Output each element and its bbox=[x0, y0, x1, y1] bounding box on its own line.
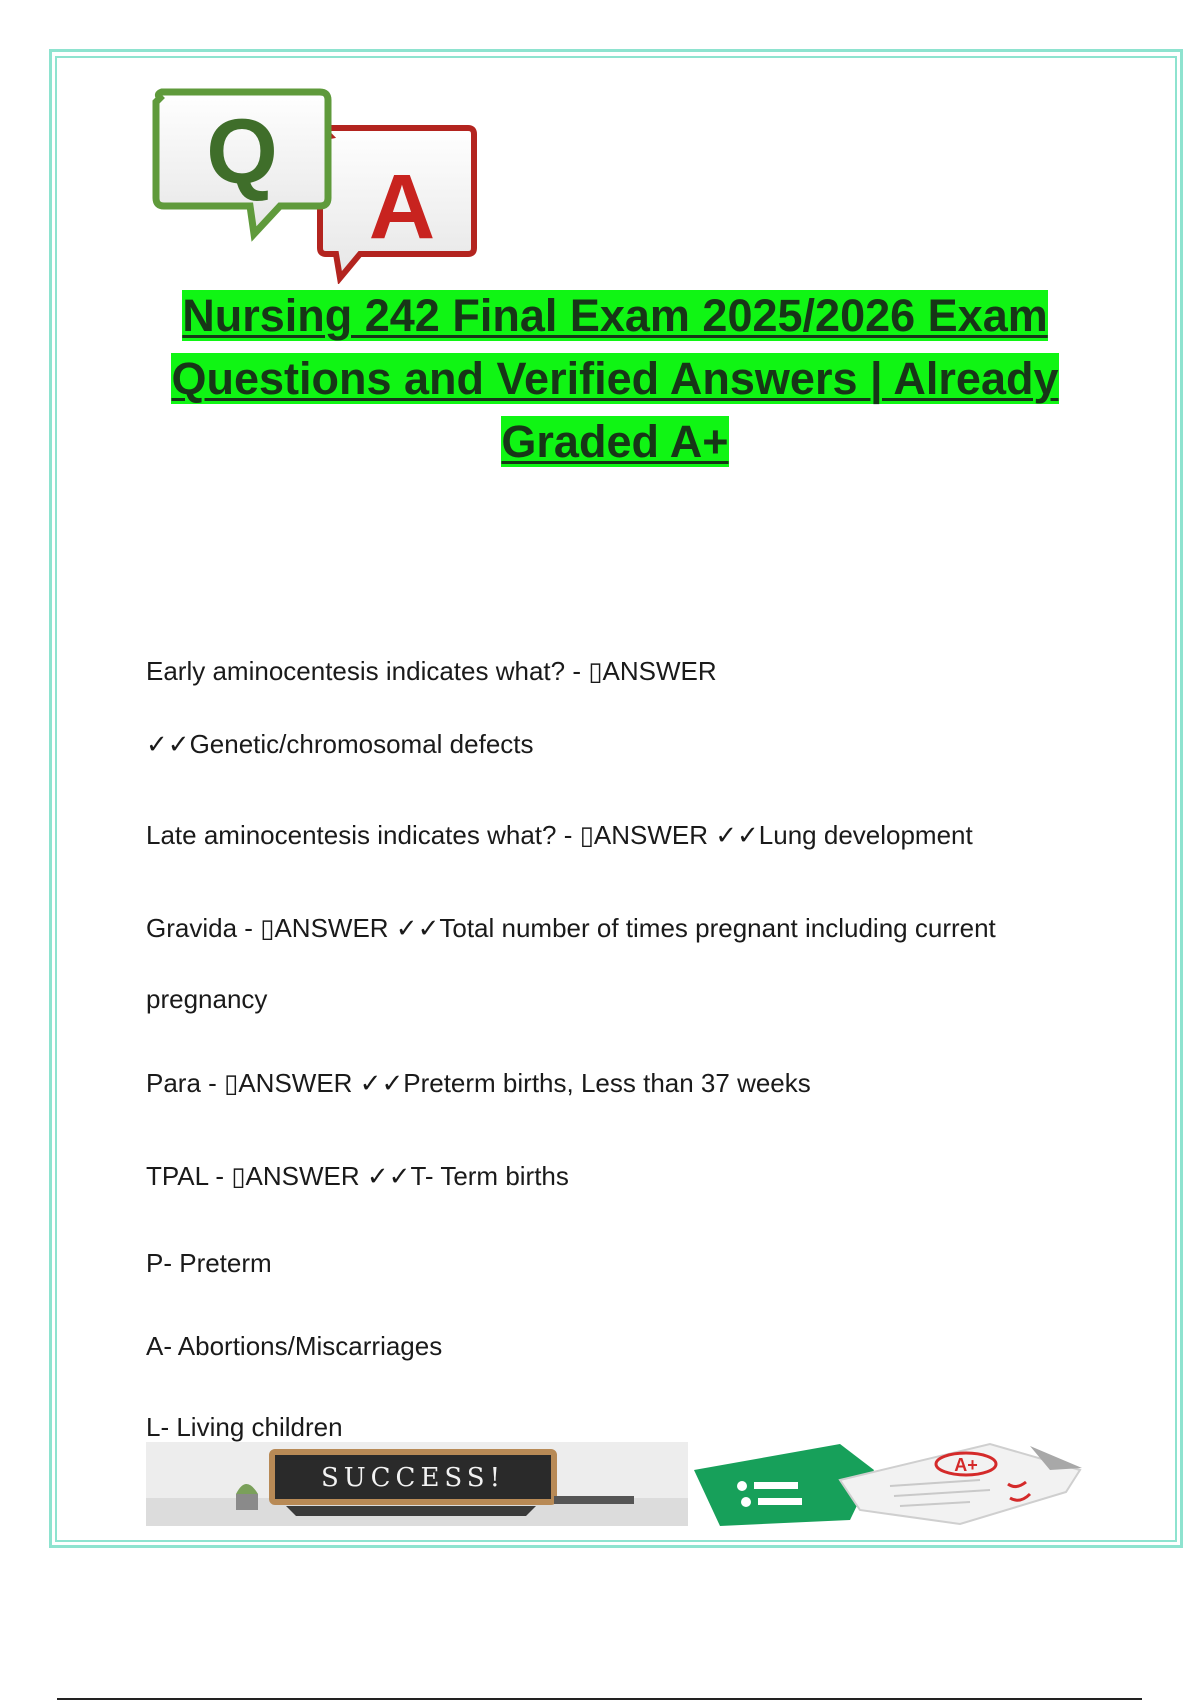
qa-line: pregnancy bbox=[146, 984, 268, 1014]
success-sign-image bbox=[146, 1442, 688, 1526]
qa-logo bbox=[150, 88, 485, 284]
graded-paper-image bbox=[690, 1440, 1090, 1526]
qa-line: Gravida - ▯ANSWER ✓✓Total number of times pregnant including current bbox=[146, 913, 996, 943]
qa-line: TPAL - ▯ANSWER ✓✓T- Term births bbox=[146, 1161, 569, 1191]
qa-line: P- Preterm bbox=[146, 1248, 272, 1278]
a-letter: A bbox=[368, 156, 436, 258]
qa-line: A- Abortions/Miscarriages bbox=[146, 1331, 443, 1361]
qa-line: ✓✓Genetic/chromosomal defects bbox=[146, 729, 534, 759]
document-title bbox=[140, 284, 1090, 473]
grade-badge-text: A+ bbox=[954, 1455, 978, 1475]
qa-line: Late aminocentesis indicates what? - ▯ANSWER ✓✓Lung development bbox=[146, 820, 973, 850]
q-letter: Q bbox=[206, 101, 278, 203]
document-title-text: Nursing 242 Final Exam 2025/2026 Exam Questions and Verified Answers | Already Graded A+ bbox=[171, 290, 1059, 467]
qa-line: Early aminocentesis indicates what? - ▯ANSWER bbox=[146, 656, 717, 686]
success-sign-text: SUCCESS! bbox=[320, 1463, 506, 1493]
qa-line: Para - ▯ANSWER ✓✓Preterm births, Less than 37 weeks bbox=[146, 1068, 811, 1098]
qa-line: L- Living children bbox=[146, 1412, 343, 1442]
